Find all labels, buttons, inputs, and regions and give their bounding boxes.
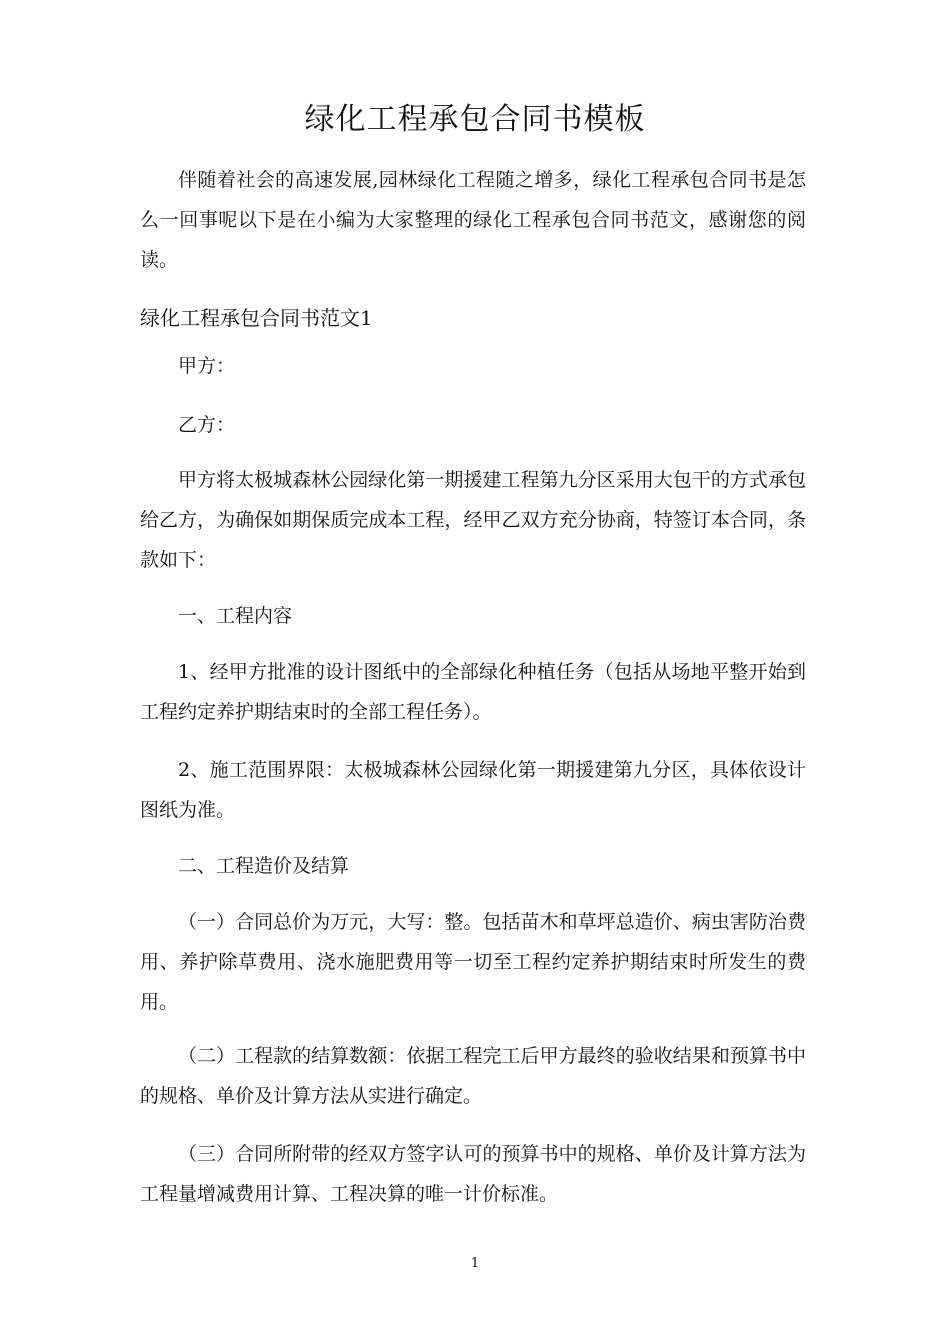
party-b-line: 乙方： [178,414,236,436]
preamble-paragraph: 甲方将太极城森林公园绿化第一期援建工程第九分区采用大包干的方式承包给乙方，为确保如期保质完成本工程，经甲乙双方充分协商，特签订本合同，条款如下： [140,469,806,571]
party-a-line: 甲方： [178,355,236,377]
page-number: 1 [470,1256,480,1271]
document-title: 绿化工程承包合同书模板 [304,102,646,137]
clause-1-heading: 一、工程内容 [178,605,293,627]
clause-1-item-1: 1、经甲方批准的设计图纸中的全部绿化种植任务（包括从场地平整开始到工程约定养护期结束时的全部工程任务）。 [140,661,806,723]
section-title: 绿化工程承包合同书范文1 [140,306,373,330]
clause-1-item-2: 2、施工范围界限：太极城森林公园绿化第一期援建第九分区，具体依设计图纸为准。 [140,759,806,821]
intro-paragraph: 伴随着社会的高速发展,园林绿化工程随之增多，绿化工程承包合同书是怎么一回事呢以下是在小编为大家整理的绿化工程承包合同书范文，感谢您的阅读。 [140,169,806,271]
clause-2-heading: 二、工程造价及结算 [178,855,350,877]
clause-2-item-1: （一）合同总价为万元，大写：整。包括苗木和草坪总造价、病虫害防治费用、养护除草费用、浇水施肥费用等一切至工程约定养护期结束时所发生的费用。 [140,911,806,1013]
clause-2-item-3: （三）合同所附带的经双方签字认可的预算书中的规格、单价及计算方法为工程量增减费用计算、工程决算的唯一计价标准。 [140,1143,806,1205]
clause-2-item-2: （二）工程款的结算数额：依据工程完工后甲方最终的验收结果和预算书中的规格、单价及计算方法从实进行确定。 [140,1045,806,1107]
